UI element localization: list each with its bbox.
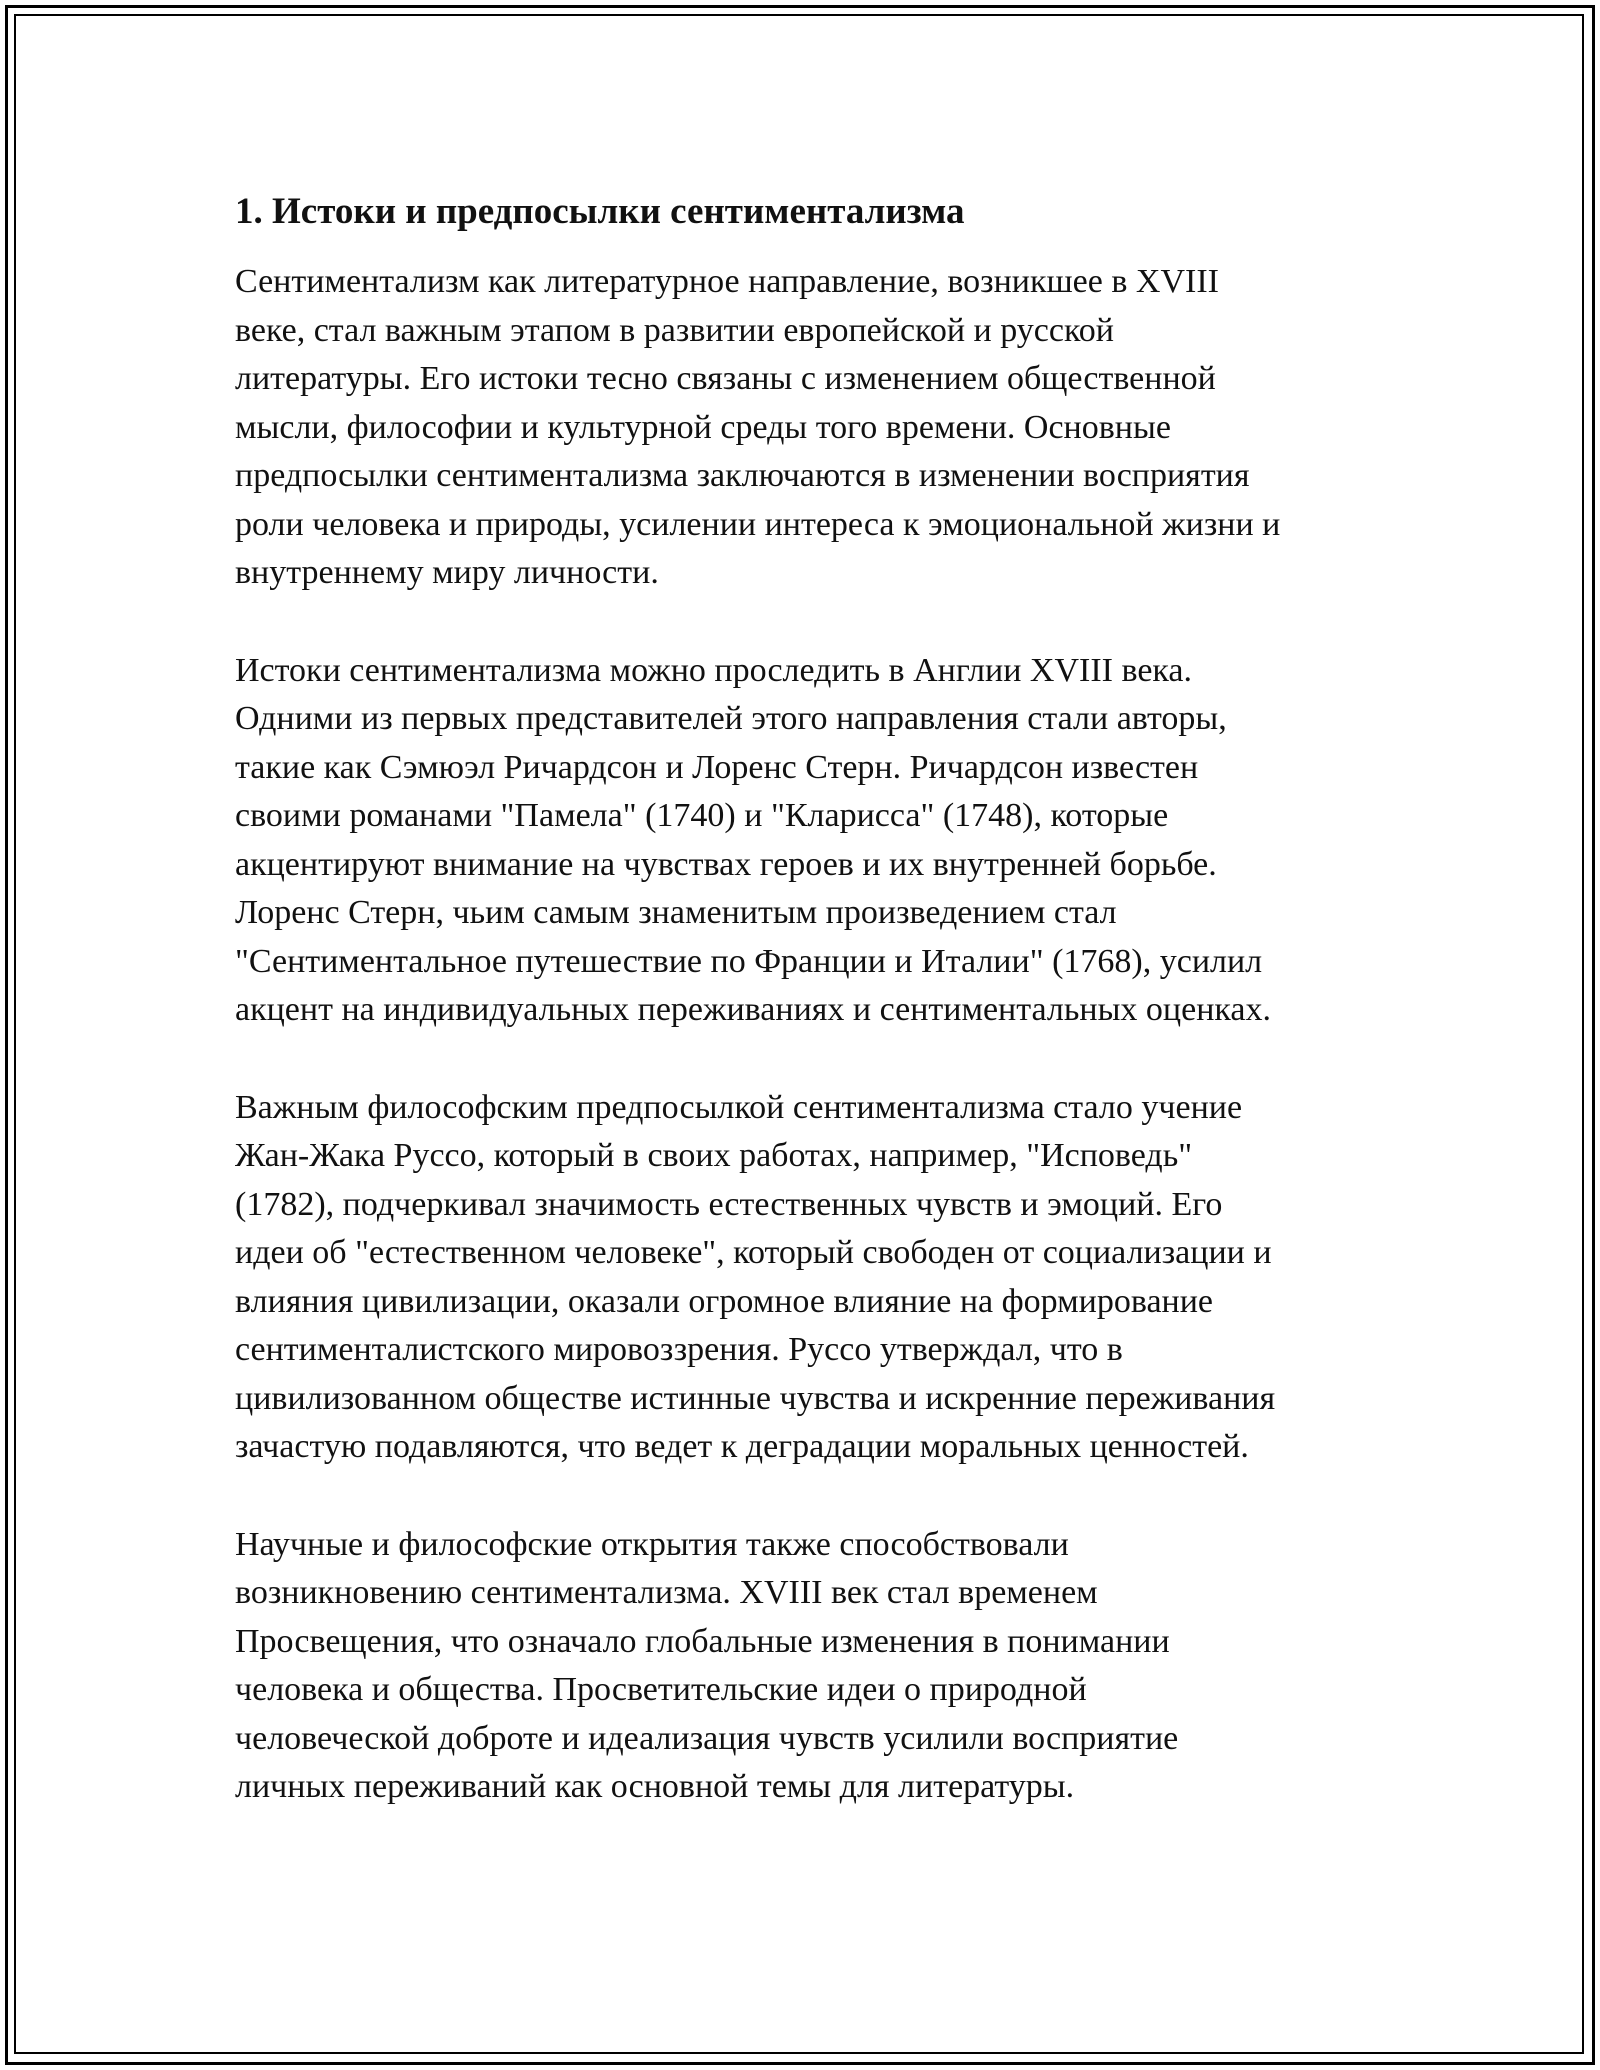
paragraph-4: Научные и философские открытия также способствовали возникновению сентиментализма. XVIII век стал временем Просвещения, что означало глобальные изменения в понимании человека и общества. Просветительские идеи о природной человеческой доброте и идеализация чувств усилили восприятие личных переживаний как основной темы для литературы. <box>235 1525 1179 1805</box>
paragraph-1: Сентиментализм как литературное направление, возникшее в XVIII веке, стал важным этапом в развитии европейской и русской литературы. Его истоки тесно связаны с изменением общественной мысли, философии и культурной среды того времени. Основные предпосылки сентиментализма заключаются в изменении восприятия роли человека и природы, усилении интереса к эмоциональной жизни и внутреннему миру личности. <box>235 263 1281 591</box>
document-body <box>235 186 1385 1861</box>
paragraph-3: Важным философским предпосылкой сентиментализма стало учение Жан-Жака Руссо, который в своих работах, например, "Исповедь" (1782), подчеркивал значимость естественных чувств и эмоций. Его идеи об "естественном человеке", который свободен от социализации и влияния цивилизации, оказали огромное влияние на формирование сентименталистского мировоззрения. Руссо утверждал, что в цивилизованном обществе истинные чувства и искренние переживания зачастую подавляются, что ведет к деградации моральных ценностей. <box>235 1088 1276 1465</box>
paragraph-2: Истоки сентиментализма можно проследить в Англии XVIII века. Одними из первых представителей этого направления стали авторы, такие как Сэмюэл Ричардсон и Лоренс Стерн. Ричардсон известен своими романами "Памела" (1740) и "Кларисса" (1748), которые акцентируют внимание на чувствах героев и их внутренней борьбе. Лоренс Стерн, чьим самым знаменитым произведением стал "Сентиментальное путешествие по Франции и Италии" (1768), усилил акцент на индивидуальных переживаниях и сентиментальных оценках. <box>235 651 1272 1028</box>
section-heading: 1. Истоки и предпосылки сентиментализма <box>235 191 965 232</box>
